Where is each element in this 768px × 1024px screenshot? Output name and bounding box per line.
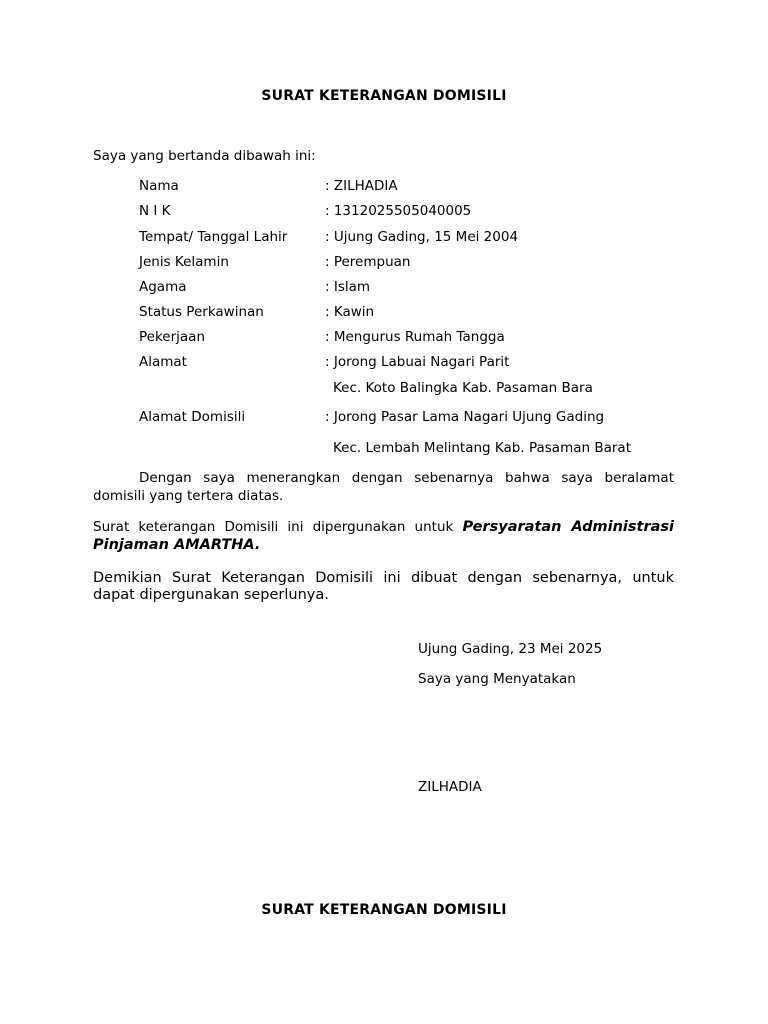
field-value: : 1312025505040005: [325, 203, 472, 219]
field-row-status-perkawinan: [139, 304, 374, 320]
document-title: SURAT KETERANGAN DOMISILI: [261, 88, 507, 104]
field-row-jenis-kelamin: [139, 254, 410, 270]
field-value: : Islam: [325, 279, 371, 295]
field-row-pekerjaan: [139, 329, 505, 345]
field-row-alamat-domisili: [139, 409, 604, 425]
field-row-nik: [139, 203, 471, 219]
field-value: : ZILHADIA: [325, 178, 398, 194]
statement-text: Dengan saya menerangkan dengan sebenarnya bahwa saya beralamat domisili yang tertera diatas.: [93, 470, 674, 504]
place-date: Ujung Gading, 23 Mei 2025: [418, 641, 603, 657]
signatory-label: Saya yang Menyatakan: [418, 671, 576, 687]
field-value: : Jorong Labuai Nagari Parit: [325, 354, 510, 370]
field-label: Nama: [139, 178, 179, 194]
closing-paragraph: Demikian Surat Keterangan Domisili ini dibuat dengan sebenarnya, untuk dapat dipergunakan seperlunya.: [93, 570, 674, 603]
field-label: Agama: [139, 279, 187, 295]
domisili-line-2: Kec. Lembah Melintang Kab. Pasaman Barat: [333, 440, 631, 456]
field-label: Pekerjaan: [139, 329, 206, 345]
field-label: N I K: [139, 203, 171, 219]
purpose-paragraph: [93, 518, 674, 554]
field-value: : Jorong Pasar Lama Nagari Ujung Gading: [325, 409, 605, 425]
field-value: : Perempuan: [325, 254, 411, 270]
field-row-agama: [139, 279, 370, 295]
field-row-alamat: [139, 354, 509, 370]
field-row-nama: [139, 178, 398, 194]
next-page-title: SURAT KETERANGAN DOMISILI: [261, 902, 507, 918]
alamat-line-2: Kec. Koto Balingka Kab. Pasaman Bara: [333, 380, 593, 396]
field-row-ttl: [139, 229, 518, 245]
signatory-name: ZILHADIA: [418, 779, 482, 795]
field-label: Alamat: [139, 354, 187, 370]
field-label: Jenis Kelamin: [139, 254, 229, 270]
field-value: : Mengurus Rumah Tangga: [325, 329, 505, 345]
intro-text: Saya yang bertanda dibawah ini:: [93, 148, 316, 164]
field-value: : Ujung Gading, 15 Mei 2004: [325, 229, 519, 245]
purpose-text: Surat keterangan Domisili ini dipergunakan untuk: [93, 519, 454, 535]
field-label: Status Perkawinan: [139, 304, 264, 320]
field-value: : Kawin: [325, 304, 375, 320]
purpose-emphasis: Persyaratan Administrasi Pinjaman AMARTHA.: [93, 519, 674, 553]
field-label: Alamat Domisili: [139, 409, 246, 425]
statement-paragraph: [93, 469, 674, 505]
field-label: Tempat/ Tanggal Lahir: [139, 229, 288, 245]
